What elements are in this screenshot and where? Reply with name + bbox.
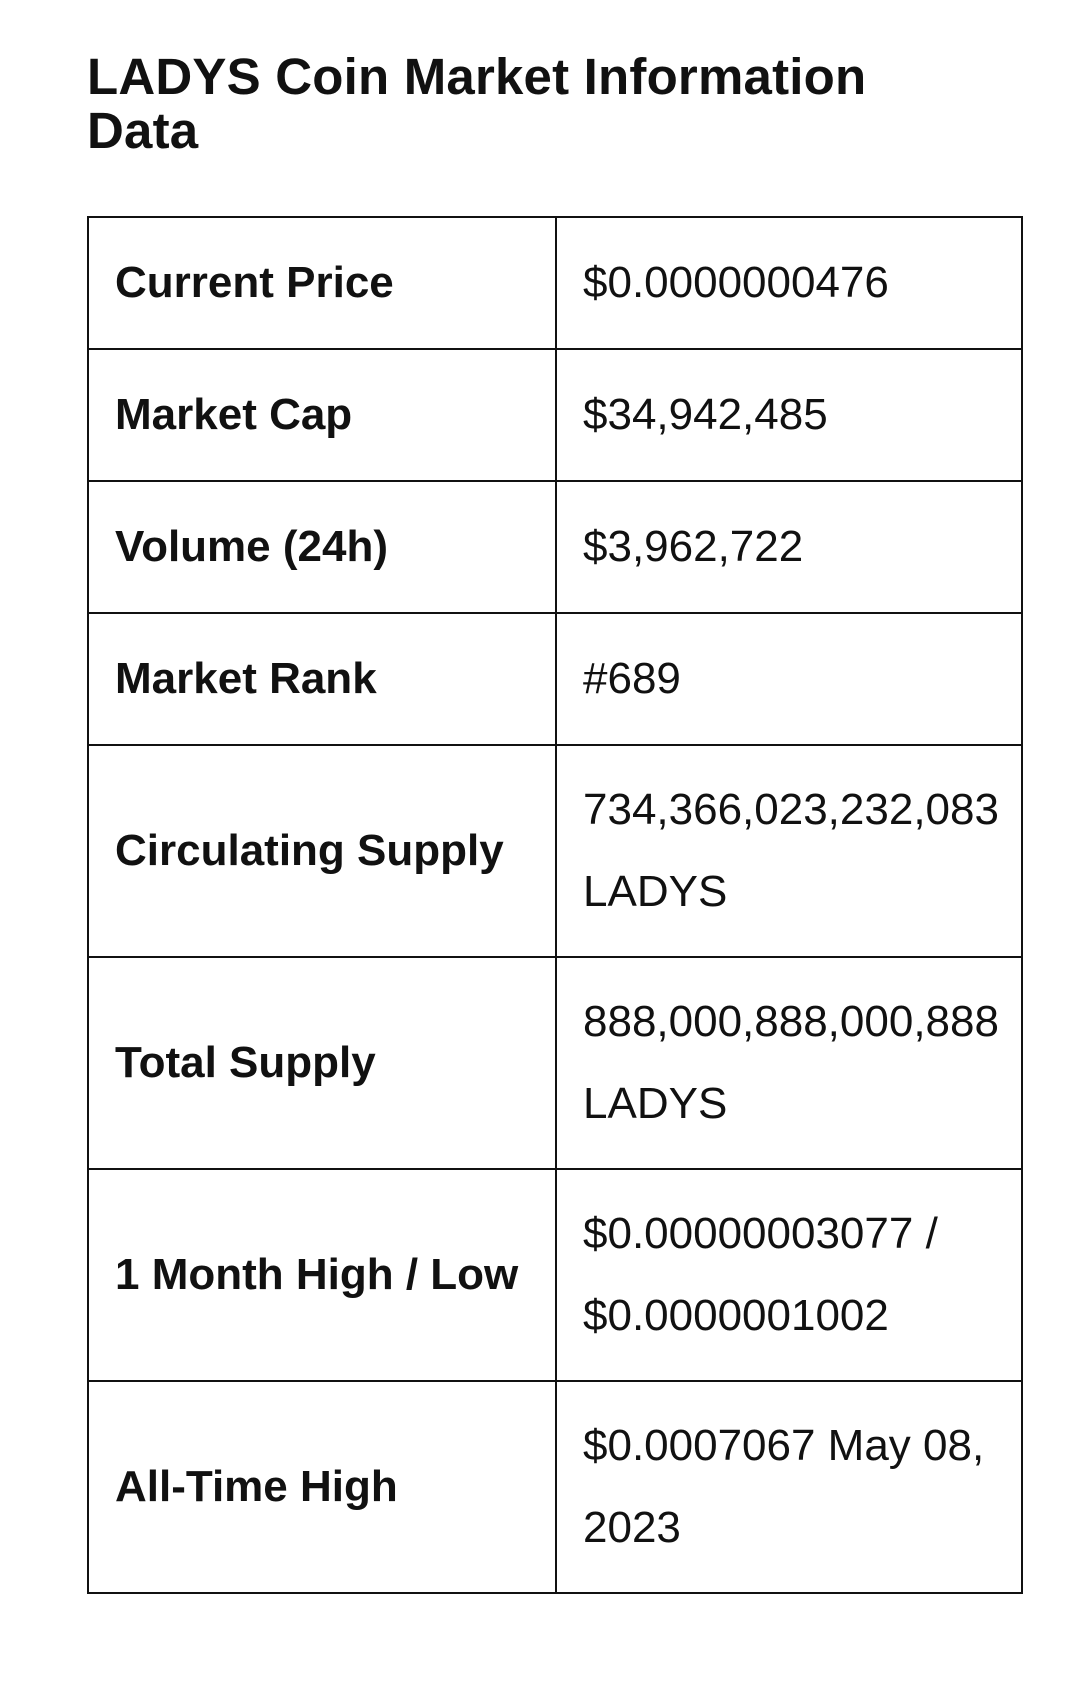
row-value: #689 (556, 613, 1022, 745)
row-label: 1 Month High / Low (88, 1169, 556, 1381)
table-row (88, 349, 1022, 481)
table-row (88, 481, 1022, 613)
row-value: 734,366,023,232,083 LADYS (556, 745, 1022, 957)
page-title: LADYS Coin Market Information Data (87, 48, 867, 159)
row-value: $34,942,485 (556, 349, 1022, 481)
row-label: Volume (24h) (88, 481, 556, 613)
row-value: $0.0000000476 (556, 217, 1022, 349)
table-row (88, 1381, 1022, 1593)
table-row (88, 217, 1022, 349)
row-label: Current Price (88, 217, 556, 349)
row-label: Market Cap (88, 349, 556, 481)
row-label: Total Supply (88, 957, 556, 1169)
row-value: 888,000,888,000,888 LADYS (556, 957, 1022, 1169)
row-label: Market Rank (88, 613, 556, 745)
row-value: $3,962,722 (556, 481, 1022, 613)
row-value: $0.00000003077 / $0.0000001002 (556, 1169, 1022, 1381)
table-row (88, 1169, 1022, 1381)
row-value: $0.0007067 May 08, 2023 (556, 1381, 1022, 1593)
table-row (88, 957, 1022, 1169)
row-label: All-Time High (88, 1381, 556, 1593)
table-row (88, 613, 1022, 745)
row-label: Circulating Supply (88, 745, 556, 957)
market-info-table (87, 216, 1023, 1594)
table-row (88, 745, 1022, 957)
